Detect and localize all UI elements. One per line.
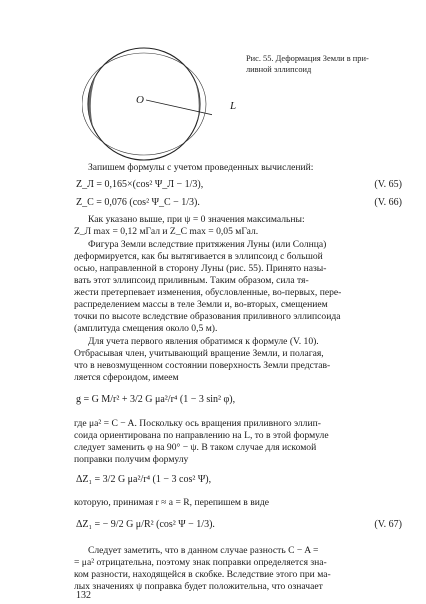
equation-delta-z1: ΔZ₁ = 3/2 G μa²/r⁴ (1 − 3 cos² Ψ),: [76, 474, 212, 485]
point-o-label: O: [136, 94, 144, 106]
equation-gravity: g = G M/r² + 3/2 G μa²/r⁴ (1 − 3 sin² φ),: [76, 394, 236, 405]
page-number: 132: [76, 590, 91, 601]
equation-v67: ΔZ₁ = − 9/2 G μ/R² (cos² Ψ − 1/3). (V. 67): [76, 519, 402, 530]
figure-caption: Рис. 55. Деформация Земли в при- ливной эллипсоид: [246, 54, 369, 74]
intro-text: Запишем формулы с учетом проведенных вычислений:: [88, 162, 314, 173]
tidal-ellipsoid-figure: [82, 40, 212, 170]
book-page: O L Рис. 55. Деформация Земли в при- ливной эллипсоид Запишем формулы с учетом проведенных вычислений: Z_Л = 0,165×(cos² Ψ_Л − 1/3), (V. 65) Z_C = 0,076 (cos² Ψ_C − 1/3). (V. 66) Как указано выше, при ψ = 0 значения максимальны: Z_Л max = 0,12 мГал и Z_C max = 0,05 мГал. Фигура Земли вследствие притяжения Луны (или Солнца) деформируется, как бы вытягивается в эллипсоид с большой осью, направленной в сторону Луны (рис. 55). Принято назы- вать этот эллипсоид приливным. Таким образом, сила тя- жести претерпевает изменения, обусловленные, во-первых, пере- распределением массы в теле Земли и, во-вторых, смещением точки по высоте вследствие образования приливного эллипсоида (амплитуда смещения около 0,5 м). Для учета первого явления обратимся к формуле (V. 10). Отбрасывая член, учитывающий вращение Земли, и полагая, что в невозмущенном состоянии поверхность Земли представ- ляется сфероидом, имеем g = G M/r² + 3/2 G μa²/r⁴ (1 − 3 sin² φ), где μa² = C − A. Поскольку ось вращения приливного эллип- соида ориентирована по направлению на L, то в этой формуле следует заменить φ на 90° − ψ. В таком случае для искомой поправки получим формулу ΔZ₁ = 3/2 G μa²/r⁴ (1 − 3 cos² Ψ), которую, принимая r ≈ a = R, перепишем в виде ΔZ₁ = − 9/2 G μ/R² (cos² Ψ − 1/3). (V. 67) Следует заметить, что в данном случае разность C − A = = μa² отрицательна, поэтому знак поправки определяется зна- ком разности, находящейся в скобке. Вследствие этого при ма- лых значениях ψ поправка будет положительна, что означает 132: [0, 0, 426, 604]
point-l-label: L: [230, 100, 237, 112]
paragraph-rewrite: которую, принимая r ≈ a = R, перепишем в виде: [74, 497, 270, 508]
equation-v66: Z_C = 0,076 (cos² Ψ_C − 1/3). (V. 66): [76, 197, 402, 208]
equation-v65: Z_Л = 0,165×(cos² Ψ_Л − 1/3), (V. 65): [76, 179, 402, 190]
